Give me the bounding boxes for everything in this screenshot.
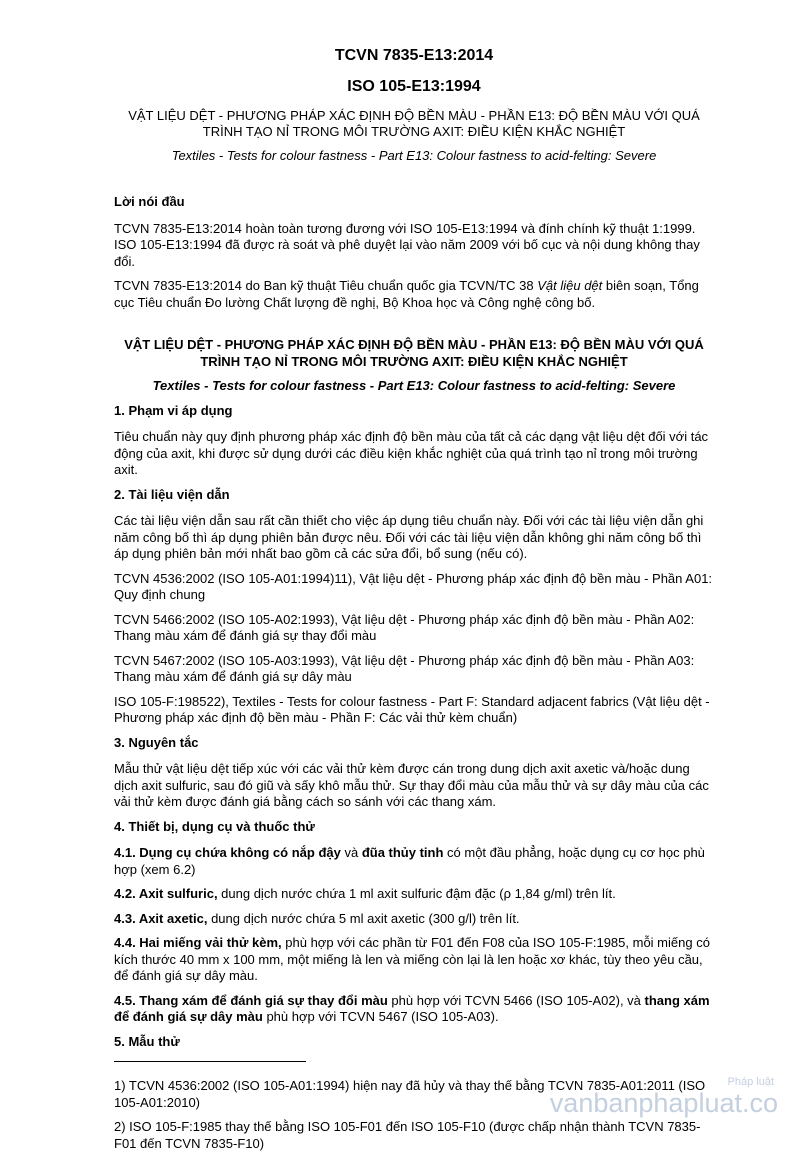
foreword-heading: Lời nói đầu	[114, 194, 185, 209]
main-title-vn: VẬT LIỆU DỆT - PHƯƠNG PHÁP XÁC ĐỊNH ĐỘ BỀN MÀU - PHẦN E13: ĐỘ BỀN MÀU VỚI QUÁ TRÌNH TẠO NỈ TRONG MÔI TRƯỜNG AXIT: ĐIỀU KIỆN KHẮC NGHIỆT	[124, 337, 704, 369]
item-4-2: 4.2. Axit sulfuric, dung dịch nước chứa 1 ml axit sulfuric đậm đặc (ρ 1,84 g/ml) trên lít.	[114, 886, 616, 901]
document-page	[114, 46, 714, 1160]
reference-item: ISO 105-F:198522), Textiles - Tests for colour fastness - Part F: Standard adjacent fabrics (Vật liệu dệt - Phương pháp xác định độ bền màu - Phần F: Các vải thử kèm chuẩn)	[114, 693, 710, 725]
iso-code: ISO 105-E13:1994	[347, 78, 481, 95]
footnote-1: 1) TCVN 4536:2002 (ISO 105-A01:1994) hiện nay đã hủy và thay thế bằng TCVN 7835-A01:2011 (ISO 105-A01:2010)	[114, 1078, 706, 1110]
reference-item: TCVN 5466:2002 (ISO 105-A02:1993), Vật liệu dệt - Phương pháp xác định độ bền màu - Phần A02: Thang màu xám để đánh giá sự thay đổi màu	[114, 611, 695, 643]
item-4-3: 4.3. Axit axetic, dung dịch nước chứa 5 ml axit axetic (300 g/l) trên lít.	[114, 910, 520, 926]
section-3-heading: 3. Nguyên tắc	[114, 734, 199, 750]
section-5-heading: 5. Mẫu thử	[114, 1033, 180, 1049]
section-2-intro: Các tài liệu viện dẫn sau rất cần thiết cho việc áp dụng tiêu chuẩn này. Đối với các tài liệu viện dẫn ghi năm công bố thì áp dụng phiên bản được nêu. Đối với các tài liệu viện dẫn không ghi năm công bố thì áp dụng phiên bản mới nhất bao gồm cả các sửa đổi, bổ sung (nếu có).	[114, 513, 704, 561]
section-2-heading: 2. Tài liệu viện dẫn	[114, 486, 230, 502]
watermark-small-text: Pháp luật	[727, 1076, 774, 1088]
watermark-site-text: vanbanphapluat.co	[549, 1088, 778, 1118]
foreword-paragraph-2: TCVN 7835-E13:2014 do Ban kỹ thuật Tiêu chuẩn quốc gia TCVN/TC 38 Vật liệu dệt biên soạn, Tổng cục Tiêu chuẩn Đo lường Chất lượng đề nghị, Bộ Khoa học và Công nghệ công bố.	[114, 278, 699, 310]
main-title-en: Textiles - Tests for colour fastness - Part E13: Colour fastness to acid-felting: Severe	[152, 378, 676, 393]
section-4-heading: 4. Thiết bị, dụng cụ và thuốc thử	[114, 818, 315, 834]
reference-item: TCVN 5467:2002 (ISO 105-A03:1993), Vật liệu dệt - Phương pháp xác định độ bền màu - Phần A03: Thang màu xám để đánh giá sự dây màu	[114, 652, 695, 684]
standard-code: TCVN 7835-E13:2014	[334, 47, 494, 64]
footnote-divider	[114, 1061, 306, 1062]
section-3-text: Mẫu thử vật liệu dệt tiếp xúc với các vải thử kèm được cán trong dung dịch axit axetic và/hoặc dung dịch axit sulfuric, sau đó giũ và sấy khô mẫu thử. Sự thay đổi màu của mẫu thử và sự dây màu của các vải thử kèm được đánh giá bằng cách so sánh với các thang xám.	[114, 761, 709, 809]
foreword-committee-name: Vật liệu dệt	[537, 278, 603, 293]
footnote-2: 2) ISO 105-F:1985 thay thế bằng ISO 105-F01 đến ISO 105-F10 (được chấp nhận thành TCVN 7835-F01 đến TCVN 7835-F10)	[114, 1119, 701, 1151]
section-1-heading: 1. Phạm vi áp dụng	[114, 402, 233, 418]
watermark	[549, 1076, 778, 1118]
reference-item: TCVN 4536:2002 (ISO 105-A01:1994)11), Vật liệu dệt - Phương pháp xác định độ bền màu - Phần A01: Quy định chung	[114, 570, 713, 602]
foreword-paragraph-1: TCVN 7835-E13:2014 hoàn toàn tương đương với ISO 105-E13:1994 và đính chính kỹ thuật 1:1999. ISO 105-E13:1994 đã được rà soát và phê duyệt lại vào năm 2009 với bố cục và nội dung không thay đổi.	[114, 220, 700, 269]
item-4-5: 4.5. Thang xám để đánh giá sự thay đổi màu phù hợp với TCVN 5466 (ISO 105-A02), và thang xám để đánh giá sự dây màu phù hợp với TCVN 5467 (ISO 105-A03).	[114, 992, 710, 1024]
document-title-vn: VẬT LIỆU DỆT - PHƯƠNG PHÁP XÁC ĐỊNH ĐỘ BỀN MÀU - PHẦN E13: ĐỘ BỀN MÀU VỚI QUÁ TRÌNH TẠO NỈ TRONG MÔI TRƯỜNG AXIT: ĐIỀU KIỆN KHẮC NGHIỆT	[128, 108, 700, 139]
item-4-1: 4.1. Dụng cụ chứa không có nắp đậy và đũa thủy tinh có một đầu phẳng, hoặc dụng cụ cơ học phù hợp (xem 6.2)	[114, 845, 705, 877]
document-title-en: Textiles - Tests for colour fastness - Part E13: Colour fastness to acid-felting: Severe	[171, 148, 657, 163]
section-1-text: Tiêu chuẩn này quy định phương pháp xác định độ bền màu của tất cả các dạng vật liệu dệt đối với tác động của axit, khi được sử dụng dưới các điều kiện khắc nghiệt của quá trình tạo nỉ trong môi trường axit.	[114, 429, 709, 477]
item-4-4: 4.4. Hai miếng vải thử kèm, phù hợp với các phần từ F01 đến F08 của ISO 105-F:1985, mỗi miếng có kích thước 40 mm x 100 mm, một miếng là len và miếng còn lại là len hoặc xơ khác, tùy theo yêu cầu, để đánh giá sự dây màu.	[114, 935, 710, 983]
